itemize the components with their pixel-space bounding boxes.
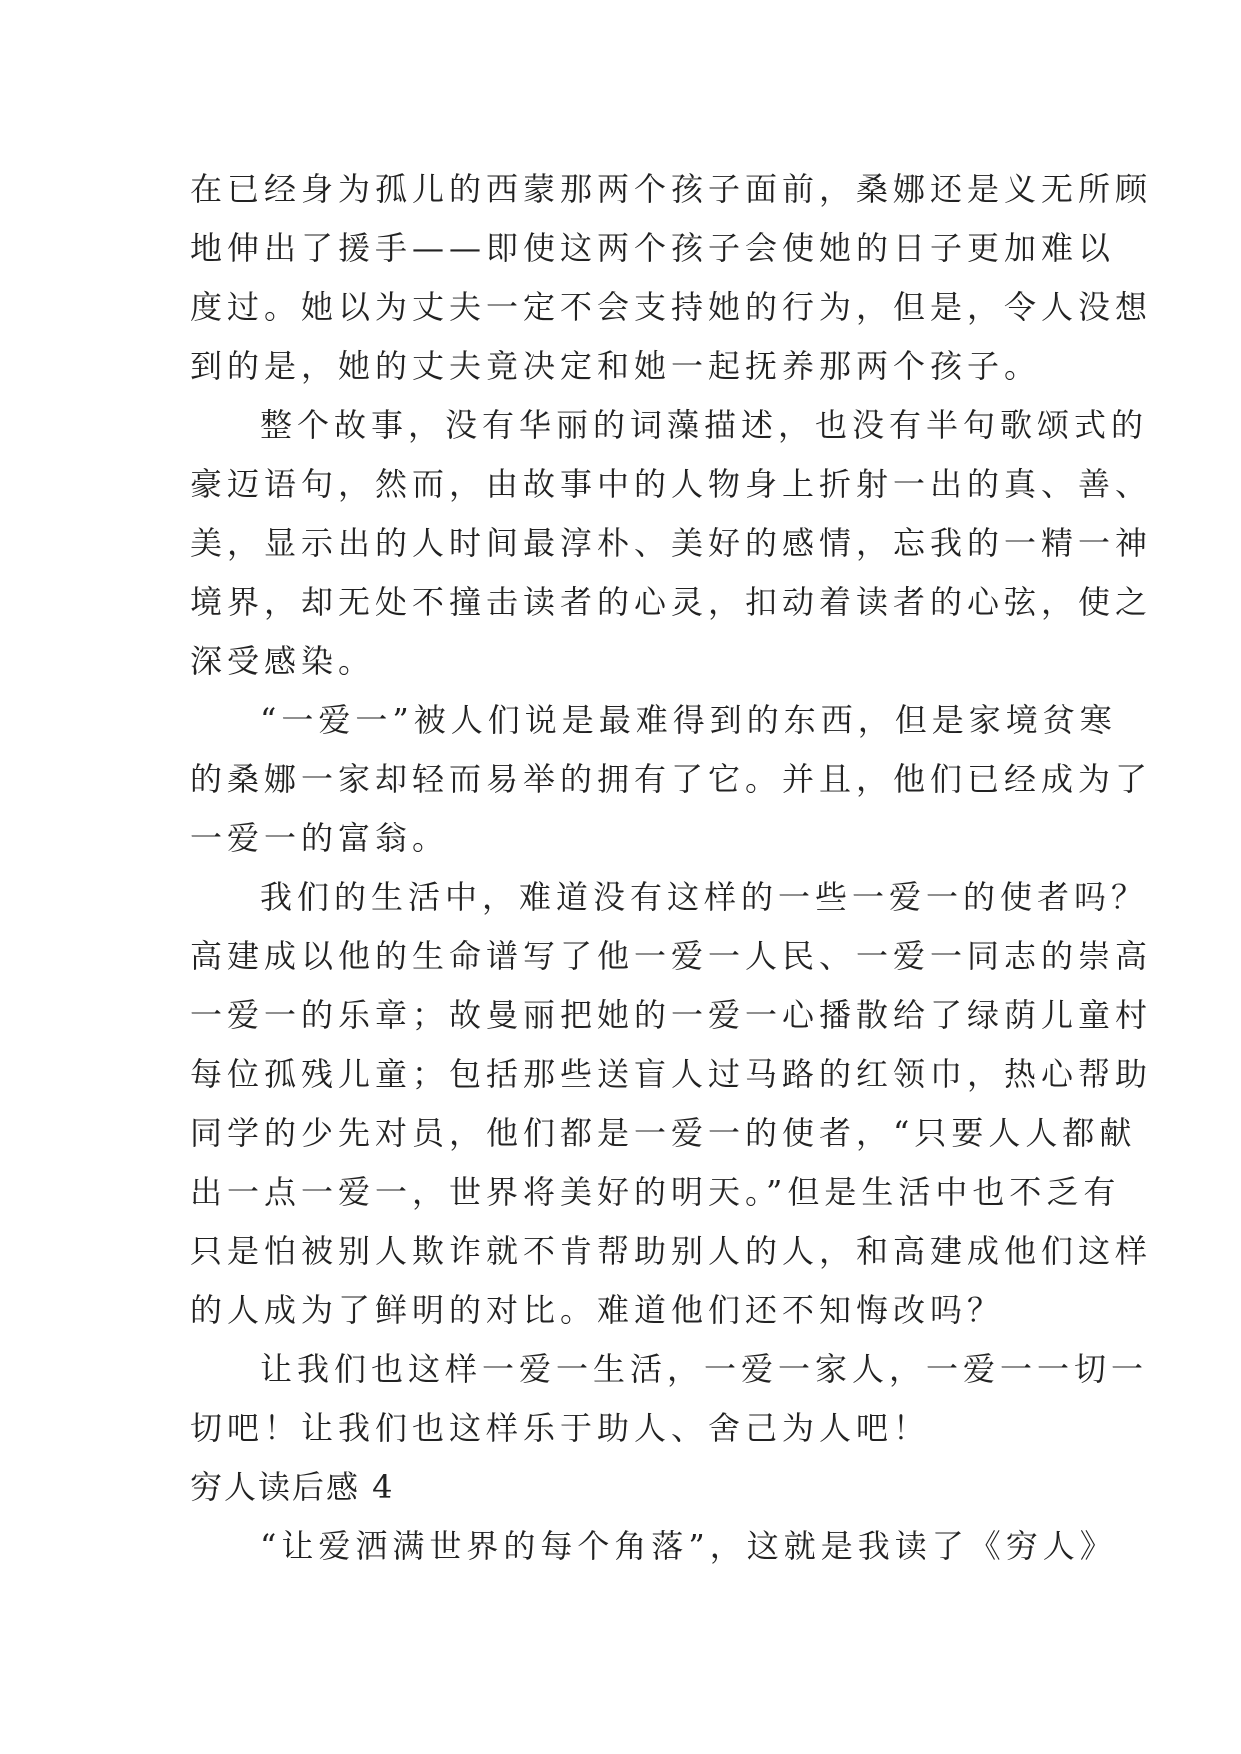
paragraph-start-line: 整个故事，没有华丽的词藻描述，也没有半句歌颂式的 bbox=[260, 406, 1149, 444]
text-line: 深受感染。 bbox=[190, 642, 376, 680]
text-line: 高建成以他的生命谱写了他一爱一人民、一爱一同志的崇高 bbox=[190, 937, 1153, 975]
text-line: 只是怕被别人欺诈就不肯帮助别人的人，和高建成他们这样 bbox=[190, 1232, 1153, 1270]
document-body bbox=[190, 160, 1153, 1576]
text-line: 美，显示出的人时间最淳朴、美好的感情，忘我的一精一神 bbox=[190, 524, 1153, 562]
text-line: 每位孤残儿童；包括那些送盲人过马路的红领巾，热心帮助 bbox=[190, 1055, 1153, 1093]
text-line: 豪迈语句，然而，由故事中的人物身上折射一出的真、善、 bbox=[190, 465, 1153, 503]
text-line: 境界，却无处不撞击读者的心灵，扣动着读者的心弦，使之 bbox=[190, 583, 1153, 621]
text-line: 的人成为了鲜明的对比。难道他们还不知悔改吗？ bbox=[190, 1291, 1005, 1329]
paragraph-start-line: “让爱洒满世界的每个角落”，这就是我读了《穷人》 bbox=[260, 1527, 1117, 1565]
text-line: 出一点一爱一，世界将美好的明天。”但是生活中也不乏有 bbox=[190, 1173, 1121, 1211]
paragraph-start-line: 我们的生活中，难道没有这样的一些一爱一的使者吗？ bbox=[260, 878, 1149, 916]
paragraph-start-line: 让我们也这样一爱一生活，一爱一家人，一爱一一切一 bbox=[260, 1350, 1149, 1388]
section-heading: 穷人读后感 4 bbox=[190, 1468, 395, 1506]
text-line: 一爱一的富翁。 bbox=[190, 819, 450, 857]
text-line: 一爱一的乐章；故曼丽把她的一爱一心播散给了绿荫儿童村 bbox=[190, 996, 1153, 1034]
paragraph-start-line: “一爱一”被人们说是最难得到的东西，但是家境贫寒 bbox=[260, 701, 1117, 739]
text-line: 的桑娜一家却轻而易举的拥有了它。并且，他们已经成为了 bbox=[190, 760, 1153, 798]
text-line: 度过。她以为丈夫一定不会支持她的行为，但是，令人没想 bbox=[190, 288, 1153, 326]
text-line: 地伸出了援手——即使这两个孩子会使她的日子更加难以 bbox=[190, 229, 1116, 267]
text-line: 在已经身为孤儿的西蒙那两个孩子面前，桑娜还是义无所顾 bbox=[190, 170, 1153, 208]
text-line: 切吧！让我们也这样乐于助人、舍己为人吧！ bbox=[190, 1409, 931, 1447]
text-line: 同学的少先对员，他们都是一爱一的使者，“只要人人都献 bbox=[190, 1114, 1137, 1152]
text-line: 到的是，她的丈夫竟决定和她一起抚养那两个孩子。 bbox=[190, 347, 1042, 385]
